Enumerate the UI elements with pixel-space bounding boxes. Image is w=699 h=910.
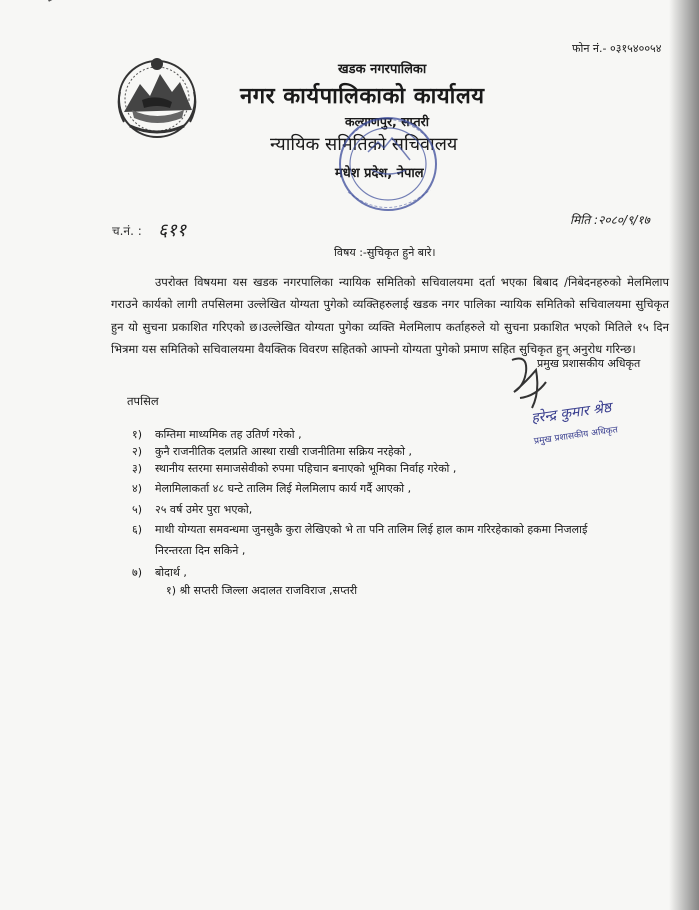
scan-mark [48,0,74,2]
list-subitem: १) श्री सप्तरी जिल्ला अदालत राजविराज ,सप्तरी [166,584,358,597]
body-line-4: प्रकाशित भएको मितिले १५ दिन भित्रमा यस समितिको सचिवालयमा वैयक्तिक विवरण सहितको आफ्नो योग्यता पुगेको प्रमाण [111,319,669,356]
list-item: माथी योग्यता समवन्धमा जुनसुकै कुरा लेखिएको भे ता पनि तालिम लिई हाल काम गरिरहेकाको हकमा निजलाई [155,523,588,536]
nepal-emblem-icon [112,52,202,142]
province-country: मधेश प्रदेश, नेपाल [335,166,424,181]
letter-date: मिति :२०८०/९/१७ [570,213,650,227]
list-item-number: ५) [132,503,143,516]
list-item-number: ६) [132,523,143,536]
office-title: नगर कार्यपालिकाको कार्यालय [240,84,485,109]
list-heading: तपसिल [127,394,159,408]
body-line-1: उपरोक्त विषयमा यस खडक नगरपालिका न्यायिक समितिको सचिवालयमा दर्ता भएका बिबाद /निबेदनहरुको [155,275,622,289]
list-item-number: ७) [132,566,143,579]
municipality-name: खडक नगरपालिका [338,62,427,77]
list-item: कुनै राजनीतिक दलप्रति आस्था राखी राजनीतिमा सक्रिय नरहेको , [155,445,412,458]
list-item-number: २) [132,445,143,458]
official-stamp [322,112,450,228]
reference-number: ६११ [158,220,187,241]
signer-name-stamp: हरेन्द्र कुमार श्रेष्ठ [530,399,613,427]
list-item-continuation: निरन्तरता दिन सकिने , [155,544,246,557]
reference-label: च.नं. : [112,224,142,238]
list-item: कम्तिमा माध्यमिक तह उतिर्ण गरेको , [155,428,302,441]
list-item-number: १) [132,428,143,441]
list-item: स्थानीय स्तरमा समाजसेवीको रुपमा पहिचान बनाएको भूमिका निर्वाह गरेको , [155,462,457,475]
list-item: बोदार्थ , [155,566,187,579]
body-line-3: सचिवालयमा सुचिकृत हुन यो सुचना प्रकाशित गरिएको छ।उल्लेखित योग्यता पुगेका व्यक्ति मेलमिलाप कर्ताहरुले यो सुचना [111,297,669,334]
body-paragraph [111,271,669,360]
body-line-2: मेलमिलाप गराउने कार्यको लागी तपसिलमा उल्लेखित योग्यता पुगेको व्यक्तिहरुलाई खडक नगर पालिका न्यायिक समितिको [111,275,670,312]
signer-title: प्रमुख प्रशासकीय अधिकृत [537,357,641,370]
office-place: कल्याणपुर, सप्तरी [345,114,429,129]
phone-number: फोन नं.- ०३१५४००५४ [572,42,662,55]
subject-line: विषय :-सुचिकृत हुने बारे। [334,246,436,259]
signer-post-stamp: प्रमुख प्रशासकीय अधिकृत [533,425,619,447]
list-item: मेलामिलाकर्ता ४८ घन्टे तालिम लिई मेलमिलाप कार्य गर्दै आएको , [155,482,412,495]
body-line-5: सहित सुचिकृत हुन् अनुरोध गरिन्छ। [492,341,636,356]
judicial-secretariat: न्यायिक समितिको सचिवालय [270,134,458,155]
list-item-number: ४) [132,482,143,495]
scan-shadow-edge [669,0,699,910]
list-item-number: ३) [132,462,143,475]
list-item: २५ वर्ष उमेर पुरा भएको, [155,503,253,516]
